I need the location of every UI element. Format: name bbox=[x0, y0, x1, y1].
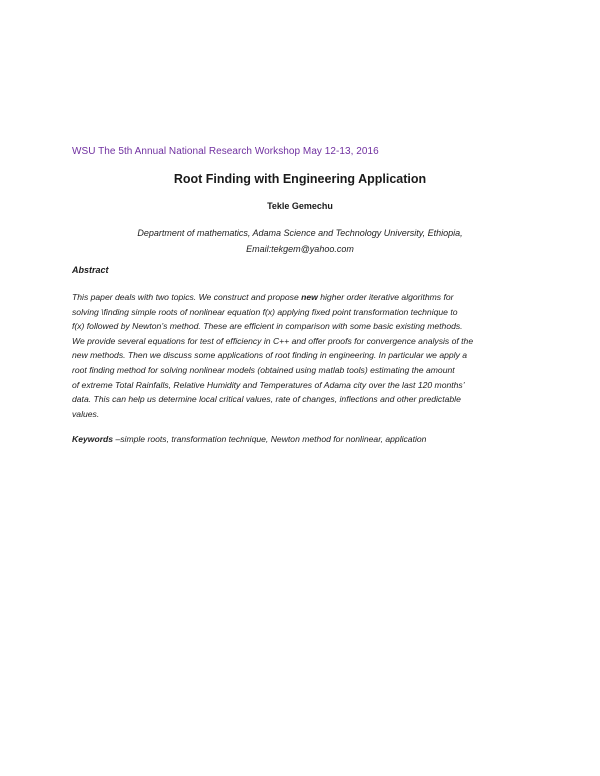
abstract-line: of extreme Total Rainfalls, Relative Humidity and Temperatures of Adama city over the last 120 months’ bbox=[72, 379, 465, 390]
abstract-line: We provide several equations for test of efficiency in C++ and offer proofs for convergence analysis of the bbox=[72, 335, 474, 346]
abstract-body bbox=[72, 290, 532, 421]
abstract-emphasis-new: new bbox=[301, 292, 318, 302]
abstract-line: root finding method for solving nonlinear models (obtained using matlab tools) estimating the amount bbox=[72, 364, 455, 375]
abstract-line: new methods. Then we discuss some applications of root finding in engineering. In particular we apply a bbox=[72, 350, 468, 361]
abstract-heading: Abstract bbox=[72, 265, 109, 275]
affiliation-email: Email:tekgem@yahoo.com bbox=[246, 244, 354, 254]
workshop-header: WSU The 5th Annual National Research Workshop May 12-13, 2016 bbox=[72, 146, 379, 157]
keywords-label: Keywords bbox=[72, 434, 114, 444]
abstract-line1-post: higher order iterative algorithms for bbox=[317, 292, 454, 302]
abstract-line: values. bbox=[72, 408, 100, 419]
paper-title: Root Finding with Engineering Application bbox=[173, 172, 427, 186]
abstract-line1-pre: This paper deals with two topics. We construct and propose bbox=[72, 292, 302, 302]
affiliation-department: Department of mathematics, Adama Science and Technology University, Ethiopia, bbox=[137, 228, 463, 238]
keywords-line bbox=[72, 434, 426, 444]
abstract-line bbox=[72, 290, 532, 305]
abstract-line: solving \finding simple roots of nonlinear equation f(x) applying fixed point transformation technique to bbox=[72, 306, 458, 317]
author-affiliation bbox=[0, 225, 600, 257]
author-name: Tekle Gemechu bbox=[267, 201, 333, 211]
keywords-text: –simple roots, transformation technique, Newton method for nonlinear, application bbox=[113, 434, 427, 444]
abstract-line: data. This can help us determine local critical values, rate of changes, inflections and other predictable bbox=[72, 394, 461, 405]
abstract-line: f(x) followed by Newton’s method. These are efficient in comparison with some basic existing methods. bbox=[72, 321, 463, 332]
